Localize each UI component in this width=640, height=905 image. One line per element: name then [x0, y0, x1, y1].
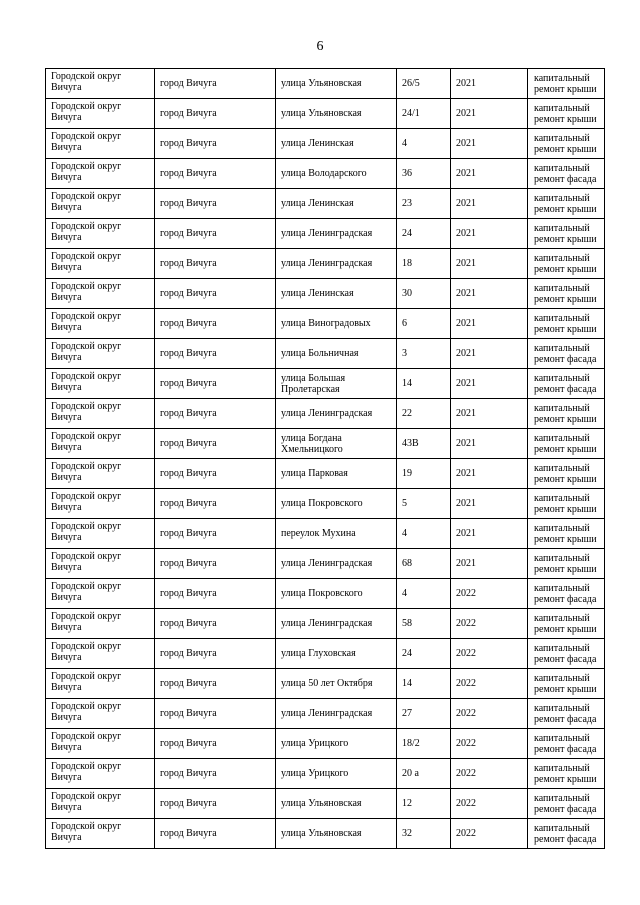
- cell-work: капитальный ремонт крыши: [528, 549, 605, 579]
- cell-city: город Вичуга: [155, 639, 276, 669]
- table-row: [46, 129, 605, 159]
- cell-street: улица Богдана Хмельницкого: [276, 429, 397, 459]
- table-row: [46, 399, 605, 429]
- cell-city: город Вичуга: [155, 459, 276, 489]
- cell-district: Городской округ Вичуга: [46, 129, 155, 159]
- cell-street: улица 50 лет Октября: [276, 669, 397, 699]
- cell-year: 2021: [451, 129, 528, 159]
- cell-city: город Вичуга: [155, 249, 276, 279]
- cell-district: Городской округ Вичуга: [46, 519, 155, 549]
- table-row: [46, 369, 605, 399]
- cell-work: капитальный ремонт фасада: [528, 699, 605, 729]
- cell-year: 2022: [451, 759, 528, 789]
- cell-year: 2021: [451, 249, 528, 279]
- cell-house: 43В: [397, 429, 451, 459]
- cell-house: 18/2: [397, 729, 451, 759]
- cell-house: 36: [397, 159, 451, 189]
- cell-district: Городской округ Вичуга: [46, 579, 155, 609]
- cell-district: Городской округ Вичуга: [46, 249, 155, 279]
- cell-street: улица Ленинградская: [276, 399, 397, 429]
- cell-work: капитальный ремонт фасада: [528, 639, 605, 669]
- cell-year: 2022: [451, 639, 528, 669]
- cell-street: улица Глуховская: [276, 639, 397, 669]
- cell-house: 14: [397, 669, 451, 699]
- cell-city: город Вичуга: [155, 519, 276, 549]
- table-row: [46, 699, 605, 729]
- table-row: [46, 669, 605, 699]
- cell-work: капитальный ремонт фасада: [528, 729, 605, 759]
- cell-house: 24: [397, 219, 451, 249]
- cell-district: Городской округ Вичуга: [46, 789, 155, 819]
- cell-house: 4: [397, 129, 451, 159]
- cell-city: город Вичуга: [155, 189, 276, 219]
- cell-street: улица Покровского: [276, 489, 397, 519]
- table-body: [46, 69, 605, 849]
- cell-district: Городской округ Вичуга: [46, 369, 155, 399]
- cell-street: улица Ульяновская: [276, 789, 397, 819]
- cell-work: капитальный ремонт крыши: [528, 519, 605, 549]
- cell-district: Городской округ Вичуга: [46, 99, 155, 129]
- cell-district: Городской округ Вичуга: [46, 819, 155, 849]
- cell-house: 27: [397, 699, 451, 729]
- cell-district: Городской округ Вичуга: [46, 309, 155, 339]
- cell-year: 2021: [451, 489, 528, 519]
- cell-street: улица Ленинская: [276, 279, 397, 309]
- table-row: [46, 759, 605, 789]
- table-row: [46, 579, 605, 609]
- cell-house: 6: [397, 309, 451, 339]
- cell-district: Городской округ Вичуга: [46, 609, 155, 639]
- cell-house: 3: [397, 339, 451, 369]
- cell-city: город Вичуга: [155, 789, 276, 819]
- cell-year: 2021: [451, 219, 528, 249]
- cell-year: 2021: [451, 369, 528, 399]
- cell-street: улица Ленинградская: [276, 609, 397, 639]
- cell-district: Городской округ Вичуга: [46, 729, 155, 759]
- table-row: [46, 429, 605, 459]
- cell-house: 24: [397, 639, 451, 669]
- cell-street: улица Покровского: [276, 579, 397, 609]
- table-row: [46, 609, 605, 639]
- cell-street: улица Ульяновская: [276, 69, 397, 99]
- cell-district: Городской округ Вичуга: [46, 549, 155, 579]
- cell-year: 2021: [451, 159, 528, 189]
- table-row: [46, 459, 605, 489]
- cell-city: город Вичуга: [155, 669, 276, 699]
- cell-district: Городской округ Вичуга: [46, 159, 155, 189]
- cell-district: Городской округ Вичуга: [46, 459, 155, 489]
- cell-house: 23: [397, 189, 451, 219]
- cell-house: 18: [397, 249, 451, 279]
- cell-year: 2022: [451, 699, 528, 729]
- cell-street: улица Парковая: [276, 459, 397, 489]
- cell-year: 2021: [451, 69, 528, 99]
- cell-house: 19: [397, 459, 451, 489]
- table-row: [46, 639, 605, 669]
- cell-city: город Вичуга: [155, 429, 276, 459]
- cell-work: капитальный ремонт крыши: [528, 99, 605, 129]
- cell-house: 12: [397, 789, 451, 819]
- cell-city: город Вичуга: [155, 549, 276, 579]
- table-row: [46, 99, 605, 129]
- cell-work: капитальный ремонт крыши: [528, 669, 605, 699]
- cell-street: улица Ленинградская: [276, 699, 397, 729]
- cell-year: 2021: [451, 399, 528, 429]
- cell-work: капитальный ремонт крыши: [528, 219, 605, 249]
- cell-year: 2021: [451, 99, 528, 129]
- cell-work: капитальный ремонт фасада: [528, 159, 605, 189]
- cell-house: 24/1: [397, 99, 451, 129]
- cell-year: 2022: [451, 789, 528, 819]
- cell-street: улица Ленинская: [276, 129, 397, 159]
- page-number: 6: [316, 39, 324, 54]
- cell-district: Городской округ Вичуга: [46, 669, 155, 699]
- cell-district: Городской округ Вичуга: [46, 339, 155, 369]
- cell-street: улица Ульяновская: [276, 99, 397, 129]
- cell-work: капитальный ремонт крыши: [528, 249, 605, 279]
- cell-house: 58: [397, 609, 451, 639]
- cell-street: улица Урицкого: [276, 729, 397, 759]
- cell-year: 2022: [451, 669, 528, 699]
- cell-street: переулок Мухина: [276, 519, 397, 549]
- cell-year: 2022: [451, 729, 528, 759]
- table-row: [46, 189, 605, 219]
- table-row: [46, 549, 605, 579]
- cell-year: 2021: [451, 519, 528, 549]
- cell-district: Городской округ Вичуга: [46, 69, 155, 99]
- cell-house: 30: [397, 279, 451, 309]
- cell-street: улица Больничная: [276, 339, 397, 369]
- cell-city: город Вичуга: [155, 819, 276, 849]
- table-row: [46, 309, 605, 339]
- cell-house: 20 а: [397, 759, 451, 789]
- cell-city: город Вичуга: [155, 129, 276, 159]
- cell-district: Городской округ Вичуга: [46, 399, 155, 429]
- cell-year: 2021: [451, 459, 528, 489]
- cell-year: 2022: [451, 609, 528, 639]
- cell-city: город Вичуга: [155, 579, 276, 609]
- cell-work: капитальный ремонт фасада: [528, 579, 605, 609]
- table-row: [46, 819, 605, 849]
- cell-house: 68: [397, 549, 451, 579]
- cell-district: Городской округ Вичуга: [46, 279, 155, 309]
- cell-city: город Вичуга: [155, 609, 276, 639]
- cell-work: капитальный ремонт крыши: [528, 279, 605, 309]
- cell-city: город Вичуга: [155, 399, 276, 429]
- cell-house: 14: [397, 369, 451, 399]
- cell-work: капитальный ремонт крыши: [528, 759, 605, 789]
- cell-work: капитальный ремонт крыши: [528, 129, 605, 159]
- table-row: [46, 339, 605, 369]
- cell-house: 5: [397, 489, 451, 519]
- cell-year: 2021: [451, 339, 528, 369]
- table-row: [46, 159, 605, 189]
- cell-house: 4: [397, 519, 451, 549]
- cell-work: капитальный ремонт крыши: [528, 489, 605, 519]
- cell-work: капитальный ремонт крыши: [528, 189, 605, 219]
- cell-work: капитальный ремонт крыши: [528, 429, 605, 459]
- cell-house: 22: [397, 399, 451, 429]
- cell-house: 32: [397, 819, 451, 849]
- cell-year: 2021: [451, 549, 528, 579]
- cell-district: Городской округ Вичуга: [46, 219, 155, 249]
- cell-work: капитальный ремонт крыши: [528, 399, 605, 429]
- cell-street: улица Ульяновская: [276, 819, 397, 849]
- table-row: [46, 729, 605, 759]
- cell-city: город Вичуга: [155, 699, 276, 729]
- table-row: [46, 519, 605, 549]
- cell-city: город Вичуга: [155, 279, 276, 309]
- cell-house: 26/5: [397, 69, 451, 99]
- cell-year: 2022: [451, 819, 528, 849]
- cell-city: город Вичуга: [155, 489, 276, 519]
- cell-city: город Вичуга: [155, 309, 276, 339]
- cell-house: 4: [397, 579, 451, 609]
- cell-district: Городской округ Вичуга: [46, 699, 155, 729]
- cell-city: город Вичуга: [155, 759, 276, 789]
- table-row: [46, 69, 605, 99]
- cell-year: 2021: [451, 279, 528, 309]
- cell-district: Городской округ Вичуга: [46, 639, 155, 669]
- cell-work: капитальный ремонт крыши: [528, 609, 605, 639]
- table-row: [46, 489, 605, 519]
- cell-district: Городской округ Вичуга: [46, 759, 155, 789]
- cell-work: капитальный ремонт фасада: [528, 789, 605, 819]
- table-row: [46, 789, 605, 819]
- cell-work: капитальный ремонт крыши: [528, 69, 605, 99]
- cell-city: город Вичуга: [155, 729, 276, 759]
- cell-district: Городской округ Вичуга: [46, 189, 155, 219]
- cell-street: улица Виноградовых: [276, 309, 397, 339]
- cell-city: город Вичуга: [155, 369, 276, 399]
- cell-street: улица Ленинская: [276, 189, 397, 219]
- cell-year: 2022: [451, 579, 528, 609]
- cell-work: капитальный ремонт крыши: [528, 459, 605, 489]
- cell-district: Городской округ Вичуга: [46, 489, 155, 519]
- cell-street: улица Ленинградская: [276, 219, 397, 249]
- cell-street: улица Урицкого: [276, 759, 397, 789]
- table-row: [46, 249, 605, 279]
- cell-city: город Вичуга: [155, 219, 276, 249]
- cell-year: 2021: [451, 189, 528, 219]
- cell-street: улица Ленинградская: [276, 249, 397, 279]
- cell-city: город Вичуга: [155, 159, 276, 189]
- repair-schedule-table: [45, 68, 605, 849]
- cell-year: 2021: [451, 429, 528, 459]
- cell-street: улица Ленинградская: [276, 549, 397, 579]
- cell-work: капитальный ремонт крыши: [528, 309, 605, 339]
- cell-district: Городской округ Вичуга: [46, 429, 155, 459]
- cell-city: город Вичуга: [155, 69, 276, 99]
- cell-city: город Вичуга: [155, 99, 276, 129]
- cell-street: улица Володарского: [276, 159, 397, 189]
- cell-work: капитальный ремонт фасада: [528, 339, 605, 369]
- table-row: [46, 219, 605, 249]
- cell-city: город Вичуга: [155, 339, 276, 369]
- cell-work: капитальный ремонт фасада: [528, 369, 605, 399]
- cell-street: улица Большая Пролетарская: [276, 369, 397, 399]
- table-row: [46, 279, 605, 309]
- cell-year: 2021: [451, 309, 528, 339]
- cell-work: капитальный ремонт фасада: [528, 819, 605, 849]
